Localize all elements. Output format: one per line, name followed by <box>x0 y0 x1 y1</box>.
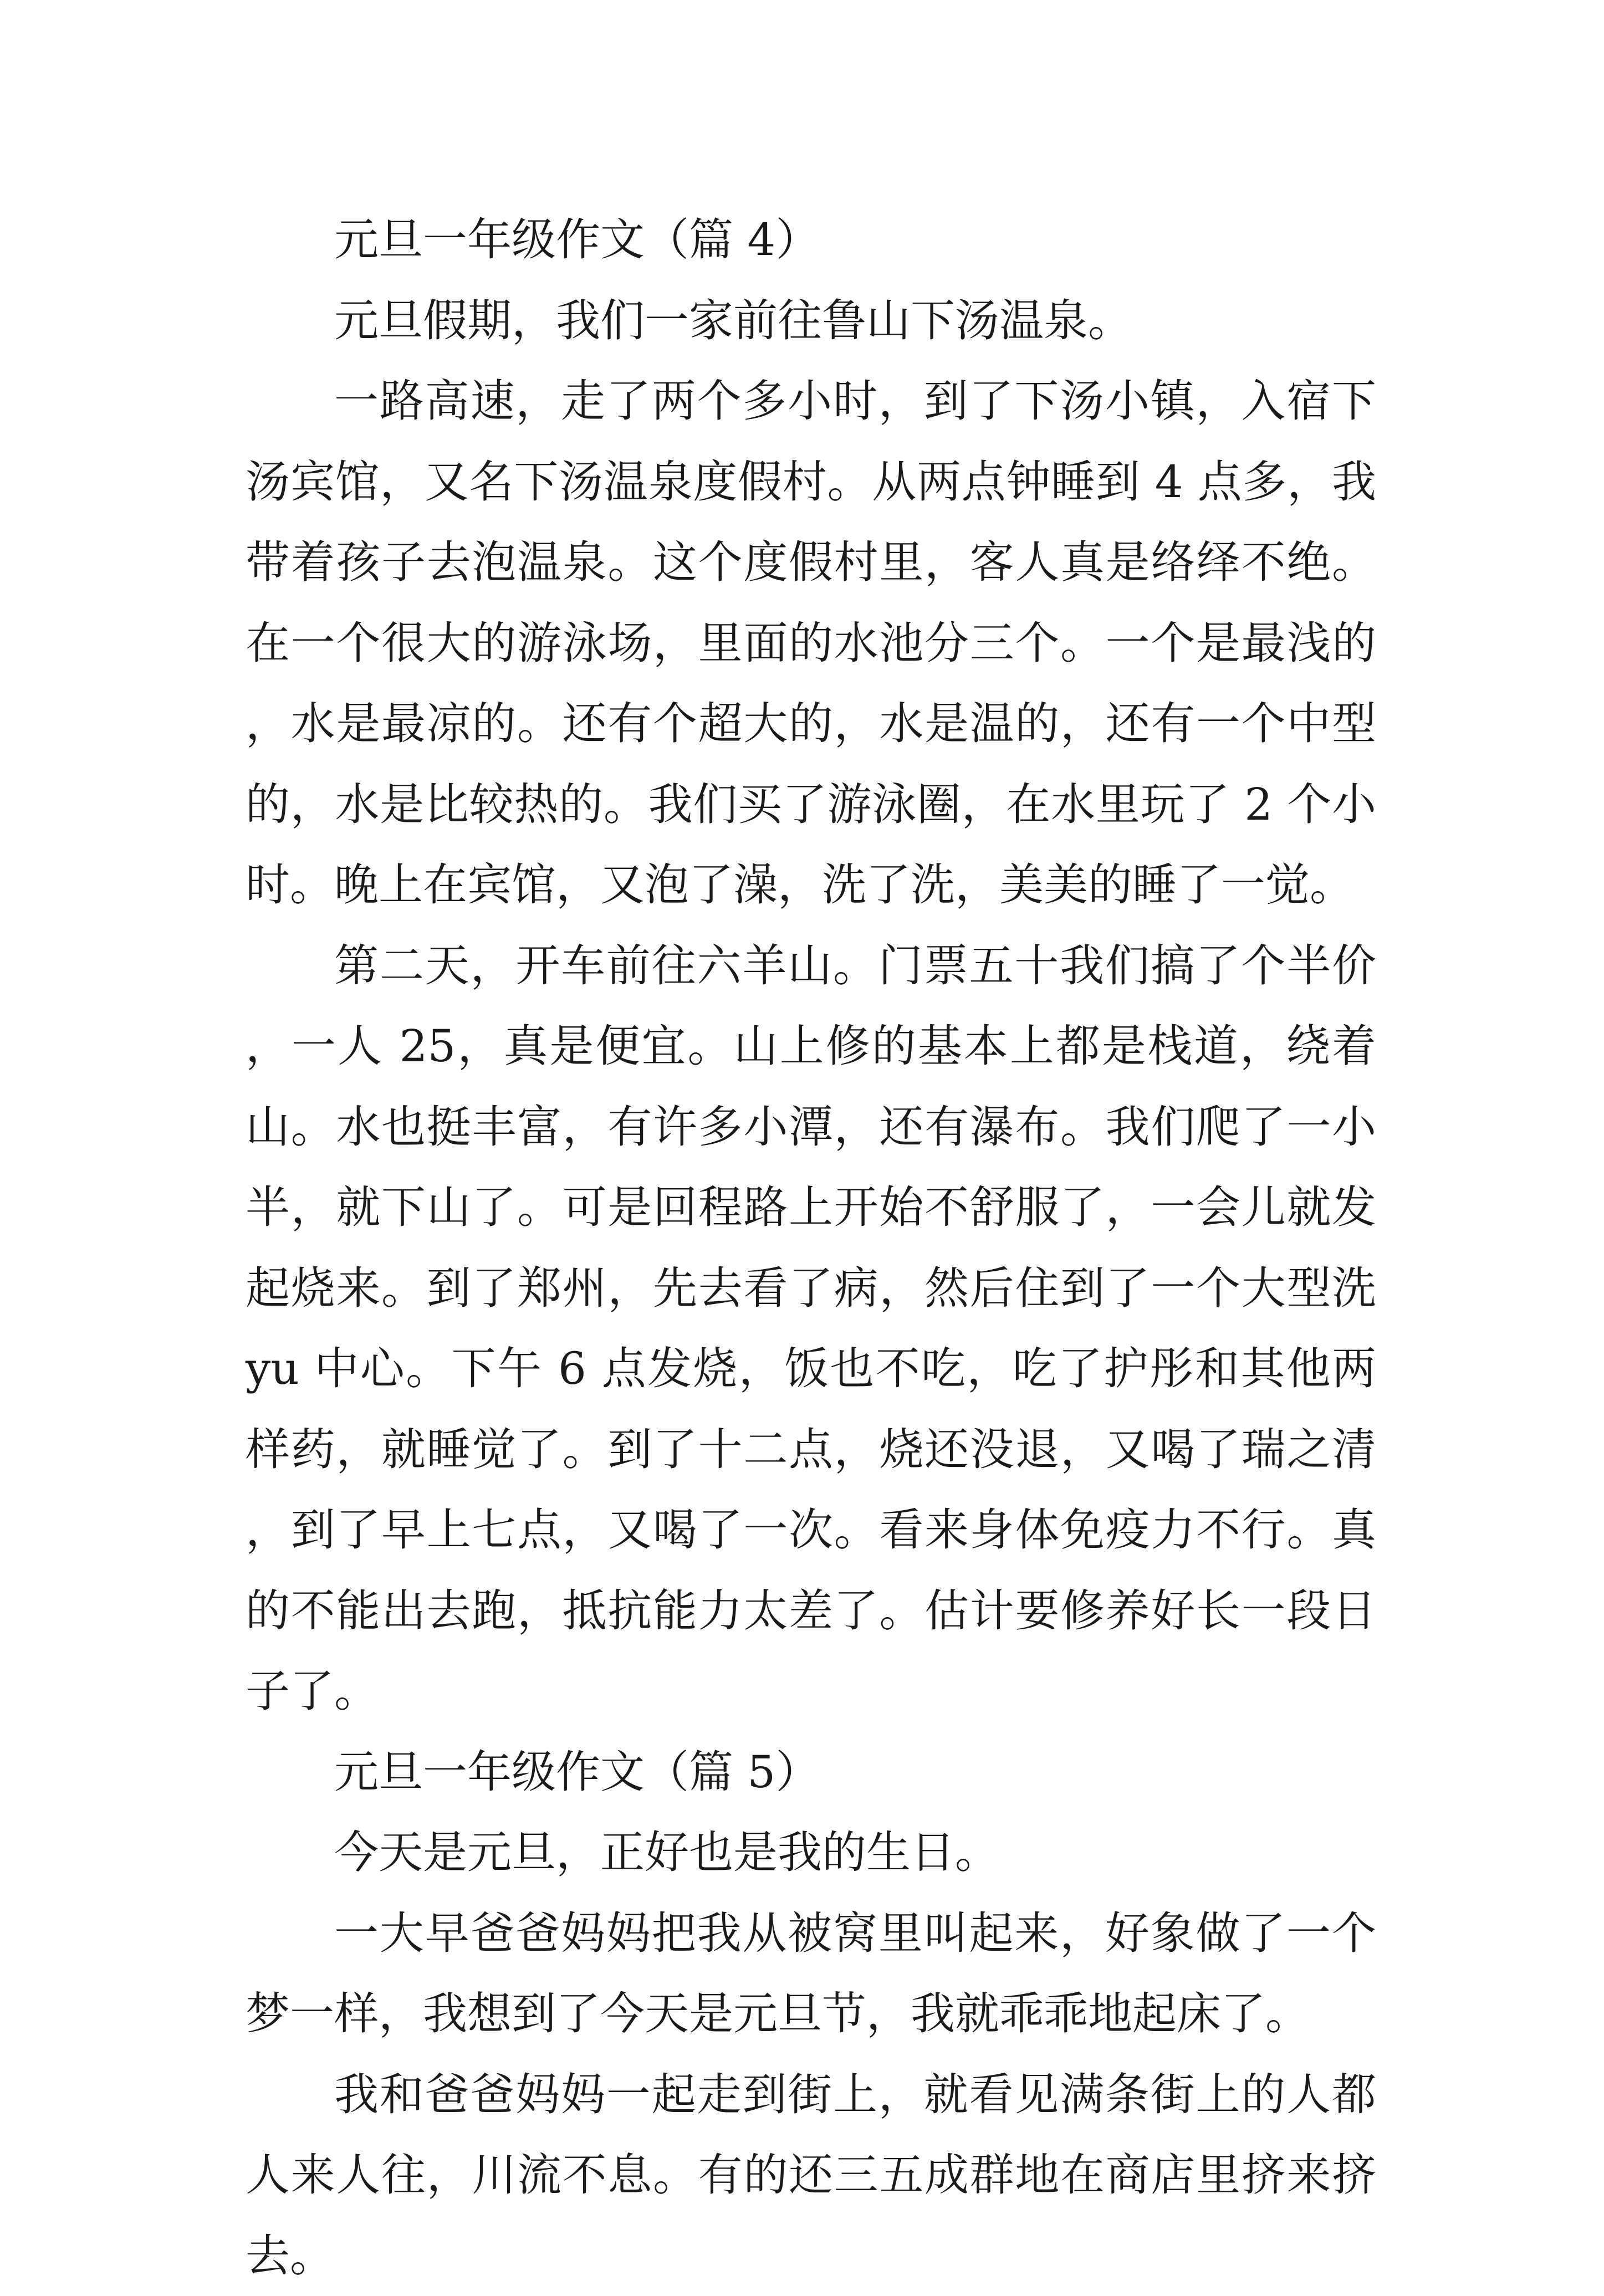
essay-title-4: 元旦一年级作文（篇 4） <box>246 200 1376 280</box>
document-body <box>246 200 1376 2296</box>
essay-title-5: 元旦一年级作文（篇 5） <box>246 1732 1376 1813</box>
paragraph: 今天是元旦，正好也是我的生日。 <box>246 1812 1376 1893</box>
paragraph: 一大早爸爸妈妈把我从被窝里叫起来，好象做了一个梦一样，我想到了今天是元旦节，我就乖乖地起床了。 <box>246 1893 1376 2054</box>
paragraph: 第二天，开车前往六羊山。门票五十我们搞了个半价，一人 25，真是便宜。山上修的基本上都是栈道，绕着山。水也挺丰富，有许多小潭，还有瀑布。我们爬了一小半，就下山了。可是回程路上开始不舒服了，一会儿就发起烧来。到了郑州，先去看了病，然后住到了一个大型洗 yu 中心。下午 6 点发烧，饭也不吃，吃了护彤和其他两样药，就睡觉了。到了十二点，烧还没退，又喝了瑞之清，到了早上七点，又喝了一次。看来身体免疫力不行。真的不能出去跑，抵抗能力太差了。估计要修养好长一段日子了。 <box>246 925 1376 1732</box>
paragraph: 一路高速，走了两个多小时，到了下汤小镇，入宿下汤宾馆，又名下汤温泉度假村。从两点钟睡到 4 点多，我带着孩子去泡温泉。这个度假村里，客人真是络绎不绝。在一个很大的游泳场，里面的水池分三个。一个是最浅的，水是最凉的。还有个超大的，水是温的，还有一个中型的，水是比较热的。我们买了游泳圈，在水里玩了 2 个小时。晚上在宾馆，又泡了澡，洗了洗，美美的睡了一觉。 <box>246 361 1376 925</box>
paragraph: 元旦假期，我们一家前往鲁山下汤温泉。 <box>246 280 1376 361</box>
paragraph: 我和爸爸妈妈一起走到街上，就看见满条街上的人都人来人往，川流不息。有的还三五成群地在商店里挤来挤去。 <box>246 2054 1376 2296</box>
